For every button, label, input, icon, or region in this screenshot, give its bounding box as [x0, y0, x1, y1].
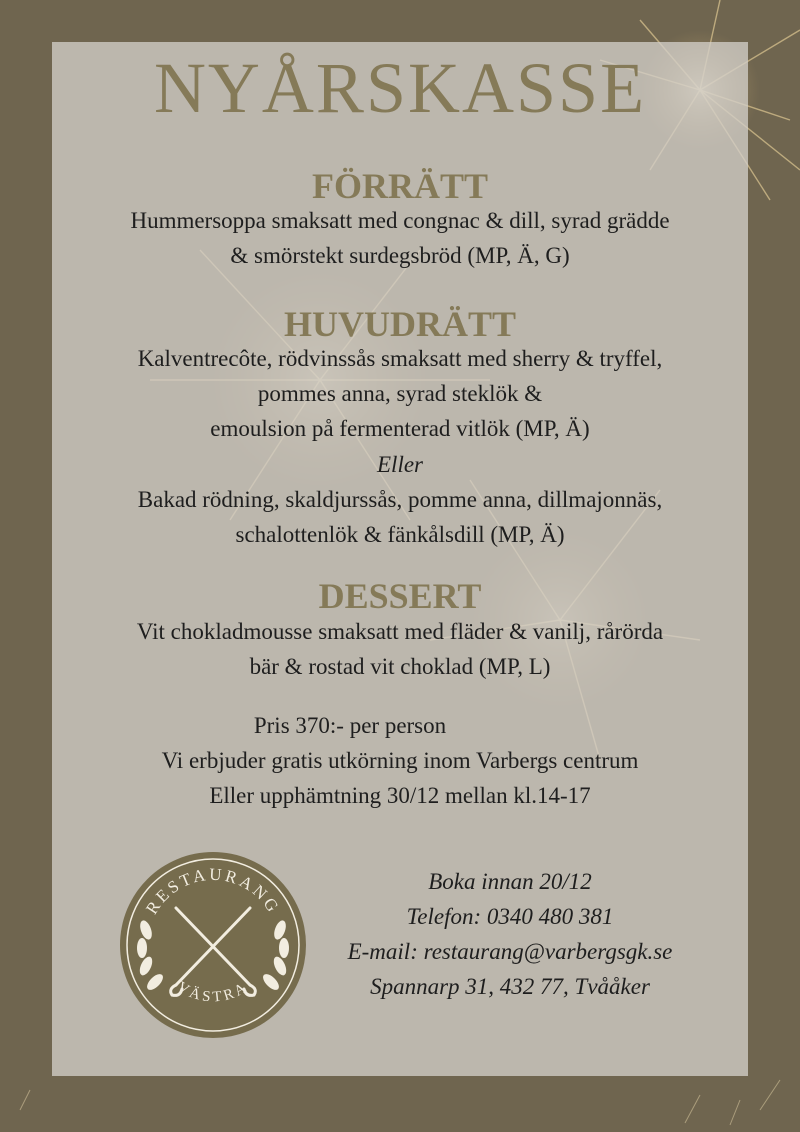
- email-text: E-mail: restaurang@varbergsgk.se: [347, 939, 673, 964]
- restaurant-logo: [118, 850, 308, 1040]
- dessert-line-2: bär & rostad vit choklad (MP, L): [249, 654, 551, 679]
- starter-heading: FÖRRÄTT: [311, 166, 488, 206]
- price-text: Pris 370:- per person: [253, 713, 447, 738]
- logo-top-text: RESTAURANG: [142, 864, 284, 918]
- dessert-line-1: Vit chokladmousse smaksatt med fläder & vanilj, rårörda: [136, 619, 664, 644]
- delivery-text: Vi erbjuder gratis utkörning inom Varbergs centrum: [161, 748, 639, 773]
- main-option2-line-2: schalottenlök & fänkålsdill (MP, Ä): [235, 522, 565, 547]
- main-separator: Eller: [377, 452, 423, 477]
- page-title: NYÅRSKASSE: [153, 48, 647, 128]
- main-heading: HUVUDRÄTT: [283, 304, 516, 344]
- phone-text: Telefon: 0340 480 381: [406, 904, 614, 929]
- logo-bottom-text: VÄSTRA: [174, 979, 252, 1006]
- main-option1-line-1: Kalventrecôte, rödvinssås smaksatt med sherry & tryffel,: [137, 346, 663, 371]
- main-option1-line-3: emoulsion på fermenterad vitlök (MP, Ä): [210, 416, 590, 441]
- main-option1-line-2: pommes anna, syrad steklök &: [257, 381, 543, 406]
- starter-line-1: Hummersoppa smaksatt med congnac & dill, syrad grädde: [130, 208, 670, 233]
- starter-line-2: & smörstekt surdegsbröd (MP, Ä, G): [230, 243, 570, 268]
- dessert-heading: DESSERT: [318, 576, 482, 616]
- pickup-text: Eller upphämtning 30/12 mellan kl.14-17: [209, 783, 591, 808]
- main-option2-line-1: Bakad rödning, skaldjurssås, pomme anna, dillmajonnäs,: [137, 487, 663, 512]
- booking-deadline: Boka innan 20/12: [428, 869, 592, 894]
- address-text: Spannarp 31, 432 77, Tvååker: [370, 974, 650, 999]
